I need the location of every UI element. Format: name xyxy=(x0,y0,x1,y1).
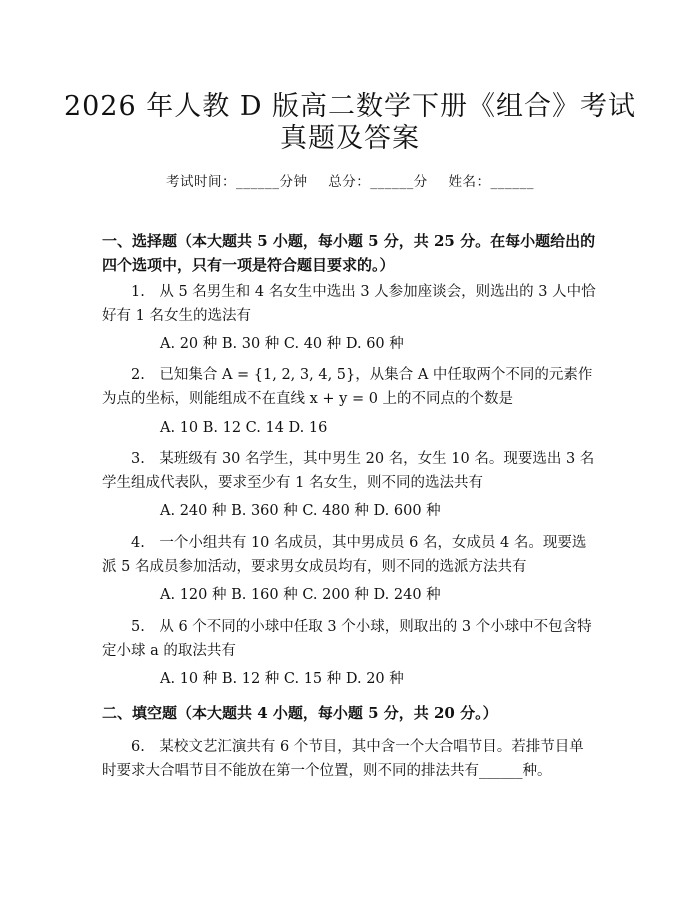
question-3-text: 3. 某班级有 30 名学生，其中男生 20 名，女生 10 名。现要选出 3 名学生组成代表队，要求至少有 1 名女生，则不同的选法共有 xyxy=(102,451,595,491)
question-5-options: A. 10 种 B. 12 种 C. 15 种 D. 20 种 xyxy=(160,671,404,687)
question-3-options: A. 240 种 B. 360 种 C. 480 种 D. 600 种 xyxy=(160,503,441,519)
question-6-text: 6. 某校文艺汇演共有 6 个节目，其中含一个大合唱节目。若排节目单时要求大合唱节目不能放在第一个位置，则不同的排法共有______种。 xyxy=(102,739,584,779)
question-4-text: 4. 一个小组共有 10 名成员，其中男成员 6 名，女成员 4 名。现要选派 5 名成员参加活动，要求男女成员均有，则不同的选派方法共有 xyxy=(102,535,587,575)
question-1-options: A. 20 种 B. 30 种 C. 40 种 D. 60 种 xyxy=(160,336,404,352)
student-name-field: 姓名：______ xyxy=(448,174,535,190)
question-2-text: 2. 已知集合 A = {1, 2, 3, 4, 5}，从集合 A 中任取两个不同的元素作为点的坐标，则能组成不在直线 x + y = 0 上的不同点的个数是 xyxy=(102,367,593,407)
question-5-text: 5. 从 6 个不同的小球中任取 3 个小球，则取出的 3 个小球中不包含特定小球 a 的取法共有 xyxy=(102,619,592,659)
total-score-field: 总分：______分 xyxy=(328,174,428,190)
section-heading-choice: 一、选择题（本大题共 5 小题，每小题 5 分，共 25 分。在每小题给出的四个选项中，只有一项是符合题目要求的。） xyxy=(102,232,596,274)
exam-time-field: 考试时间：______分钟 xyxy=(165,174,308,190)
question-2-options: A. 10 B. 12 C. 14 D. 16 xyxy=(160,420,328,436)
page-title-line2: 真题及答案 xyxy=(280,123,420,154)
page-title-line1: 2026 年人教 D 版高二数学下册《组合》考试 xyxy=(63,91,637,122)
question-4-options: A. 120 种 B. 160 种 C. 200 种 D. 240 种 xyxy=(160,587,441,603)
exam-info-row xyxy=(0,170,700,190)
section-heading-fill-blank: 二、填空题（本大题共 4 小题，每小题 5 分，共 20 分。） xyxy=(102,704,498,722)
question-1-text: 1. 从 5 名男生和 4 名女生中选出 3 人参加座谈会，则选出的 3 人中恰好有 1 名女生的选法有 xyxy=(102,284,596,324)
